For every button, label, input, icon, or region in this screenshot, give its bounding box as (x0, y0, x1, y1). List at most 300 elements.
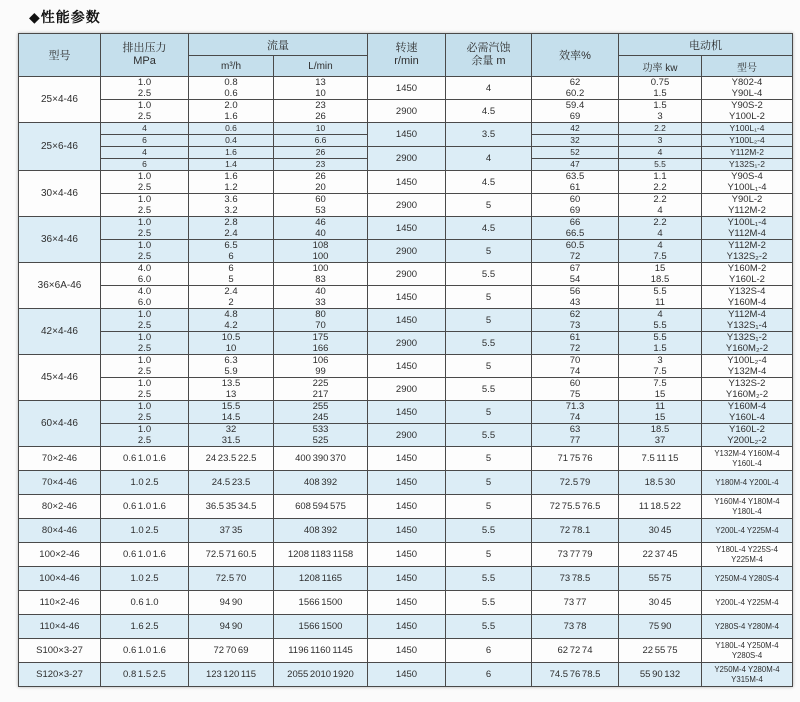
cell-motor-model-value: Y112M-4 (728, 309, 766, 320)
cell-efficiency: 73 78.5 (532, 567, 619, 591)
cell-flow-lmin-value: 533 (312, 424, 329, 435)
cell-speed: 1450 (368, 471, 446, 495)
header-motor-model: 型号 (702, 56, 793, 77)
cell-flow-lmin-value: 225 (312, 378, 329, 389)
cell-npsh: 5 (446, 286, 532, 309)
cell-motor-power-value: 37 (654, 435, 666, 446)
cell-motor-model-value: Y160M-4 Y180M-4 (714, 496, 780, 506)
cell-efficiency (532, 309, 619, 332)
table-row (19, 543, 793, 567)
table-row (19, 615, 793, 639)
cell-efficiency-value: 60 (569, 378, 581, 389)
cell-pressure (101, 263, 189, 286)
cell-flow-m3h-value: 0.6 (224, 88, 238, 99)
cell-motor-power-value: 5.5 (653, 286, 667, 297)
cell-efficiency (532, 424, 619, 447)
cell-efficiency: 73 77 (532, 591, 619, 615)
cell-npsh: 5.5 (446, 332, 532, 355)
cell-pressure (101, 378, 189, 401)
cell-motor-model (702, 240, 793, 263)
cell-pressure-value: 6.0 (137, 274, 152, 285)
cell-model: 25×4-46 (19, 77, 101, 123)
cell-speed: 1450 (368, 123, 446, 147)
cell-flow-lmin (274, 194, 368, 217)
cell-efficiency (532, 240, 619, 263)
cell-motor-model (702, 591, 793, 615)
cell-motor-power-value: 1.5 (653, 88, 667, 99)
cell-motor-model-value: Y315M-4 (731, 674, 763, 684)
cell-efficiency (532, 123, 619, 147)
cell-motor-model-value: Y100L₂-4 (702, 134, 792, 146)
cell-flow-lmin-value: 245 (312, 412, 329, 423)
cell-motor-model-value: Y160L-2 (729, 424, 765, 435)
cell-flow-m3h: 24 23.5 22.5 (189, 447, 274, 471)
cell-pressure (101, 217, 189, 240)
cell-speed: 2900 (368, 263, 446, 286)
cell-motor-power: 55 90 132 (619, 663, 702, 687)
cell-motor-model-value: Y180L-4 Y225S-4 (716, 544, 778, 554)
cell-motor-model-value: Y100L₁-4 (727, 217, 767, 228)
cell-motor-power (619, 309, 702, 332)
cell-pressure (101, 194, 189, 217)
table-row (19, 355, 793, 378)
cell-flow-lmin-value: 53 (315, 205, 326, 216)
cell-efficiency-value: 74 (569, 366, 581, 377)
cell-motor-power-value: 0.75 (650, 77, 670, 88)
cell-motor-model-value: Y100L₂-4 (727, 355, 767, 366)
cell-efficiency-value: 43 (569, 297, 581, 308)
cell-motor-model-value: Y160M-2 (727, 263, 767, 274)
cell-flow-lmin-value: 33 (315, 297, 326, 308)
cell-flow-m3h-value: 1.6 (224, 171, 238, 182)
cell-npsh: 4.5 (446, 100, 532, 123)
cell-speed: 1450 (368, 447, 446, 471)
cell-flow-lmin-value: 100 (312, 263, 329, 274)
cell-efficiency-value: 69 (569, 111, 581, 122)
cell-speed: 1450 (368, 567, 446, 591)
cell-motor-model-value: Y90S-4 (731, 171, 763, 182)
cell-flow-m3h-value: 1.6 (225, 147, 237, 157)
cell-flow-m3h: 37 35 (189, 519, 274, 543)
cell-flow-lmin-value: 26 (315, 147, 326, 157)
cell-flow-lmin (274, 401, 368, 424)
cell-pressure-value: 1.0 (137, 309, 152, 320)
cell-npsh: 5 (446, 495, 532, 519)
cell-motor-power-value: 2.2 (653, 217, 667, 228)
cell-motor-model-value: Y112M-2 (728, 205, 766, 216)
cell-flow-m3h: 24.5 23.5 (189, 471, 274, 495)
table-row (19, 217, 793, 240)
cell-pressure-value: 1.0 (137, 401, 152, 412)
perf-table-body (19, 77, 793, 687)
cell-pressure-value: 2.5 (137, 412, 152, 423)
cell-model: 100×4-46 (19, 567, 101, 591)
cell-pressure-value: 4.0 (137, 286, 152, 297)
cell-flow-lmin-value: 83 (315, 274, 326, 285)
cell-flow-m3h (189, 100, 274, 123)
cell-motor-power (619, 355, 702, 378)
cell-motor-power (619, 286, 702, 309)
cell-efficiency (532, 77, 619, 100)
header-motor: 电动机 (619, 34, 793, 56)
cell-motor-power-value: 4 (657, 228, 663, 239)
cell-efficiency: 71 75 76 (532, 447, 619, 471)
table-row (19, 519, 793, 543)
cell-motor-model (702, 355, 793, 378)
cell-motor-power: 22 37 45 (619, 543, 702, 567)
cell-efficiency-value: 66.5 (565, 228, 585, 239)
performance-table (18, 33, 793, 687)
cell-model: S120×3-27 (19, 663, 101, 687)
cell-flow-lmin-value: 255 (312, 401, 329, 412)
cell-speed: 1450 (368, 309, 446, 332)
cell-pressure-value: 4 (142, 123, 147, 133)
cell-pressure: 0.6 1.0 (101, 591, 189, 615)
cell-speed: 2900 (368, 332, 446, 355)
cell-motor-model-value: Y132S-2 (728, 378, 766, 389)
cell-motor-power: 30 45 (619, 519, 702, 543)
cell-motor-power: 30 45 (619, 591, 702, 615)
cell-efficiency: 73 78 (532, 615, 619, 639)
cell-model: 45×4-46 (19, 355, 101, 401)
cell-model: 80×2-46 (19, 495, 101, 519)
cell-flow-m3h (189, 332, 274, 355)
cell-motor-model (702, 519, 793, 543)
cell-motor-model (702, 567, 793, 591)
cell-flow-m3h (189, 401, 274, 424)
cell-model: 100×2-46 (19, 543, 101, 567)
cell-motor-power: 18.5 30 (619, 471, 702, 495)
cell-motor-power (619, 263, 702, 286)
cell-efficiency (532, 100, 619, 123)
cell-flow-m3h (189, 194, 274, 217)
cell-pressure: 1.6 2.5 (101, 615, 189, 639)
cell-motor-model (702, 401, 793, 424)
cell-pressure (101, 147, 189, 171)
cell-npsh: 5.5 (446, 519, 532, 543)
cell-flow-m3h-value: 4.2 (224, 320, 238, 331)
cell-efficiency-value: 56 (569, 286, 581, 297)
cell-motor-power (619, 332, 702, 355)
cell-flow-m3h-value: 0.6 (225, 123, 237, 133)
cell-motor-model-value: Y802-4 (731, 77, 763, 88)
cell-motor-model-value: Y160M₂-2 (725, 389, 769, 400)
cell-efficiency-value: 60.5 (565, 240, 585, 251)
cell-flow-m3h (189, 171, 274, 194)
cell-flow-lmin: 1208 1183 1158 (274, 543, 368, 567)
cell-motor-power-value: 15 (654, 389, 666, 400)
cell-model: 70×2-46 (19, 447, 101, 471)
cell-efficiency-value: 62 (569, 77, 581, 88)
cell-npsh: 5 (446, 194, 532, 217)
cell-efficiency-value: 77 (569, 435, 581, 446)
cell-efficiency: 72 78.1 (532, 519, 619, 543)
cell-efficiency-value: 72 (569, 251, 581, 262)
cell-pressure: 0.6 1.0 1.6 (101, 543, 189, 567)
cell-motor-power-value: 7.5 (653, 366, 667, 377)
cell-npsh: 4.5 (446, 171, 532, 194)
cell-flow-m3h (189, 123, 274, 147)
cell-motor-model (702, 194, 793, 217)
cell-pressure-value: 1.0 (137, 332, 152, 343)
table-row (19, 378, 793, 401)
cell-motor-power (619, 217, 702, 240)
cell-motor-model (702, 171, 793, 194)
cell-motor-model (702, 332, 793, 355)
cell-flow-m3h-value: 3.2 (224, 205, 238, 216)
cell-motor-model-value: Y160M₂-2 (725, 343, 769, 354)
cell-efficiency-value: 59.4 (565, 100, 585, 111)
cell-flow-m3h-value: 15.5 (221, 401, 241, 412)
cell-pressure-value: 1.0 (137, 171, 152, 182)
cell-model: 60×4-46 (19, 401, 101, 447)
cell-flow-lmin (274, 263, 368, 286)
table-row (19, 309, 793, 332)
cell-efficiency: 74.5 76 78.5 (532, 663, 619, 687)
cell-flow-m3h-value: 0.4 (189, 134, 273, 146)
cell-model: 36×4-46 (19, 217, 101, 263)
cell-motor-power-value: 4 (657, 309, 663, 320)
table-row (19, 147, 793, 171)
cell-pressure-value: 2.5 (137, 182, 152, 193)
cell-motor-model-value: Y112M-2 (730, 147, 764, 157)
cell-npsh: 5.5 (446, 567, 532, 591)
cell-motor-model (702, 286, 793, 309)
cell-flow-lmin-value: 100 (312, 251, 329, 262)
table-row (19, 286, 793, 309)
cell-motor-power-value: 5.5 (653, 320, 667, 331)
table-row (19, 332, 793, 355)
cell-flow-m3h-value: 13.5 (221, 378, 241, 389)
cell-motor-power-value: 11 (655, 297, 665, 308)
cell-npsh: 6 (446, 663, 532, 687)
cell-efficiency-value: 74 (569, 412, 581, 423)
cell-flow-lmin (274, 217, 368, 240)
cell-motor-power (619, 77, 702, 100)
cell-flow-lmin: 2055 2010 1920 (274, 663, 368, 687)
cell-flow-m3h-value: 5.9 (224, 366, 238, 377)
cell-model: 36×6A-46 (19, 263, 101, 309)
cell-motor-power (619, 240, 702, 263)
cell-npsh: 5 (446, 240, 532, 263)
table-row (19, 100, 793, 123)
cell-efficiency (532, 286, 619, 309)
header-flow: 流量 (189, 34, 368, 56)
cell-flow-lmin-value: 20 (315, 182, 326, 193)
cell-efficiency: 73 77 79 (532, 543, 619, 567)
table-row (19, 401, 793, 424)
cell-flow-lmin: 1566 1500 (274, 591, 368, 615)
cell-motor-model-value: Y200L-4 Y225M-4 (715, 597, 779, 607)
cell-motor-power-value: 5.5 (619, 158, 701, 170)
cell-motor-model-value: Y132M-4 (727, 366, 767, 377)
cell-motor-model-value: Y180L-4 Y250M-4 (715, 640, 779, 650)
cell-speed: 1450 (368, 543, 446, 567)
cell-pressure-value: 2.5 (137, 251, 152, 262)
cell-motor-power (619, 100, 702, 123)
cell-motor-model (702, 495, 793, 519)
cell-flow-lmin-value: 106 (312, 355, 329, 366)
cell-flow-lmin-value: 217 (312, 389, 329, 400)
cell-flow-m3h (189, 217, 274, 240)
cell-npsh: 3.5 (446, 123, 532, 147)
cell-motor-model (702, 217, 793, 240)
cell-flow-lmin (274, 77, 368, 100)
cell-flow-m3h-value: 2.4 (224, 228, 238, 239)
cell-pressure-value: 2.5 (137, 111, 152, 122)
cell-flow-m3h-value: 14.5 (221, 412, 241, 423)
cell-motor-model-value: Y180L-4 (732, 506, 762, 516)
cell-pressure-value: 1.0 (137, 355, 152, 366)
cell-motor-model-value: Y250M-4 Y280S-4 (714, 573, 779, 583)
cell-flow-m3h-value: 3.6 (224, 194, 238, 205)
cell-motor-model-value: Y112M-2 (728, 240, 766, 251)
cell-flow-lmin-value: 108 (312, 240, 329, 251)
table-row (19, 639, 793, 663)
cell-pressure (101, 309, 189, 332)
cell-npsh: 5.5 (446, 424, 532, 447)
cell-flow-lmin-value: 99 (315, 366, 326, 377)
cell-pressure: 0.8 1.5 2.5 (101, 663, 189, 687)
cell-motor-model (702, 309, 793, 332)
cell-speed: 1450 (368, 171, 446, 194)
cell-flow-m3h (189, 263, 274, 286)
cell-speed: 2900 (368, 194, 446, 217)
cell-motor-model-value: Y132M-4 Y160M-4 (714, 448, 780, 458)
cell-pressure: 0.6 1.0 1.6 (101, 639, 189, 663)
cell-flow-m3h-value: 2.8 (224, 217, 238, 228)
cell-npsh: 6 (446, 639, 532, 663)
cell-speed: 1450 (368, 519, 446, 543)
cell-pressure: 0.6 1.0 1.6 (101, 495, 189, 519)
cell-flow-lmin (274, 286, 368, 309)
cell-motor-model (702, 471, 793, 495)
cell-pressure-value: 1.0 (137, 240, 152, 251)
cell-motor-model-value: Y160L-4 (732, 458, 762, 468)
cell-pressure: 1.0 2.5 (101, 567, 189, 591)
cell-model: 30×4-46 (19, 171, 101, 217)
page-title: ◆性能参数 (29, 9, 101, 25)
cell-model: 70×4-46 (19, 471, 101, 495)
cell-npsh: 5.5 (446, 263, 532, 286)
cell-model: S100×3-27 (19, 639, 101, 663)
cell-npsh: 5.5 (446, 615, 532, 639)
cell-motor-model-value: Y280S-4 Y280M-4 (714, 621, 779, 631)
cell-flow-m3h (189, 286, 274, 309)
cell-efficiency-value: 52 (570, 147, 580, 157)
cell-motor-power-value: 2.2 (654, 123, 666, 133)
header-efficiency: 效率% (532, 34, 619, 77)
cell-speed: 1450 (368, 401, 446, 424)
cell-motor-power-value: 1.1 (653, 171, 667, 182)
table-row (19, 591, 793, 615)
cell-flow-lmin: 1196 1160 1145 (274, 639, 368, 663)
table-row (19, 171, 793, 194)
cell-motor-power-value: 3 (657, 111, 663, 122)
cell-flow-lmin-value: 80 (315, 309, 326, 320)
cell-pressure-value: 6.0 (137, 297, 152, 308)
cell-motor-power: 55 75 (619, 567, 702, 591)
cell-motor-power-value: 2.2 (653, 182, 667, 193)
cell-flow-lmin-value: 40 (315, 286, 326, 297)
cell-speed: 2900 (368, 240, 446, 263)
cell-flow-m3h-value: 5 (228, 274, 234, 285)
cell-flow-m3h-value: 1.4 (189, 158, 273, 170)
cell-flow-m3h-value: 2.0 (224, 100, 238, 111)
cell-pressure (101, 355, 189, 378)
cell-flow-m3h-value: 10.5 (221, 332, 241, 343)
cell-motor-model-value: Y160L-4 (729, 412, 765, 423)
cell-flow-m3h-value: 31.5 (221, 435, 241, 446)
cell-motor-power-value: 18.5 (650, 274, 670, 285)
cell-pressure: 1.0 2.5 (101, 471, 189, 495)
cell-flow-lmin (274, 378, 368, 401)
cell-motor-model (702, 639, 793, 663)
cell-motor-model (702, 424, 793, 447)
cell-npsh: 4 (446, 77, 532, 100)
cell-pressure (101, 424, 189, 447)
cell-efficiency-value: 63.5 (565, 171, 585, 182)
cell-model: 110×4-46 (19, 615, 101, 639)
cell-pressure-value: 4 (142, 147, 147, 157)
cell-efficiency: 62 72 74 (532, 639, 619, 663)
cell-flow-m3h (189, 147, 274, 171)
cell-flow-lmin-value: 46 (315, 217, 326, 228)
cell-motor-power (619, 123, 702, 147)
cell-motor-power-value: 15 (654, 412, 666, 423)
cell-flow-m3h: 72.5 70 (189, 567, 274, 591)
cell-flow-m3h (189, 77, 274, 100)
cell-efficiency: 72 75.5 76.5 (532, 495, 619, 519)
cell-flow-lmin (274, 309, 368, 332)
cell-pressure-value: 2.5 (137, 228, 152, 239)
cell-motor-model-value: Y90L-4 (731, 88, 763, 99)
cell-flow-m3h: 123 120 115 (189, 663, 274, 687)
cell-flow-m3h: 94 90 (189, 615, 274, 639)
cell-speed: 2900 (368, 100, 446, 123)
cell-motor-model (702, 100, 793, 123)
cell-pressure-value: 2.5 (137, 320, 152, 331)
cell-motor-model (702, 543, 793, 567)
cell-flow-lmin-value: 6.6 (274, 134, 367, 146)
cell-flow-m3h: 72 70 69 (189, 639, 274, 663)
cell-flow-lmin (274, 123, 368, 147)
cell-motor-power-value: 7.5 (653, 378, 667, 389)
cell-motor-model (702, 447, 793, 471)
cell-flow-m3h (189, 309, 274, 332)
cell-efficiency (532, 401, 619, 424)
cell-pressure-value: 2.5 (137, 435, 152, 446)
cell-efficiency-value: 70 (569, 355, 581, 366)
cell-flow-lmin: 1566 1500 (274, 615, 368, 639)
cell-npsh: 4.5 (446, 217, 532, 240)
cell-motor-model (702, 615, 793, 639)
cell-flow-m3h: 94 90 (189, 591, 274, 615)
cell-motor-model-value: Y180M-4 Y200L-4 (715, 477, 779, 487)
cell-motor-model-value: Y160M-4 (727, 401, 767, 412)
cell-flow-m3h-value: 6.3 (224, 355, 238, 366)
cell-flow-m3h-value: 2 (228, 297, 234, 308)
cell-motor-power (619, 378, 702, 401)
cell-flow-lmin (274, 424, 368, 447)
cell-efficiency-value: 69 (569, 205, 581, 216)
cell-pressure (101, 286, 189, 309)
cell-flow-m3h-value: 6 (228, 251, 234, 262)
cell-efficiency-value: 71.3 (565, 401, 585, 412)
table-row (19, 123, 793, 147)
table-row (19, 567, 793, 591)
cell-flow-m3h-value: 0.8 (224, 77, 238, 88)
